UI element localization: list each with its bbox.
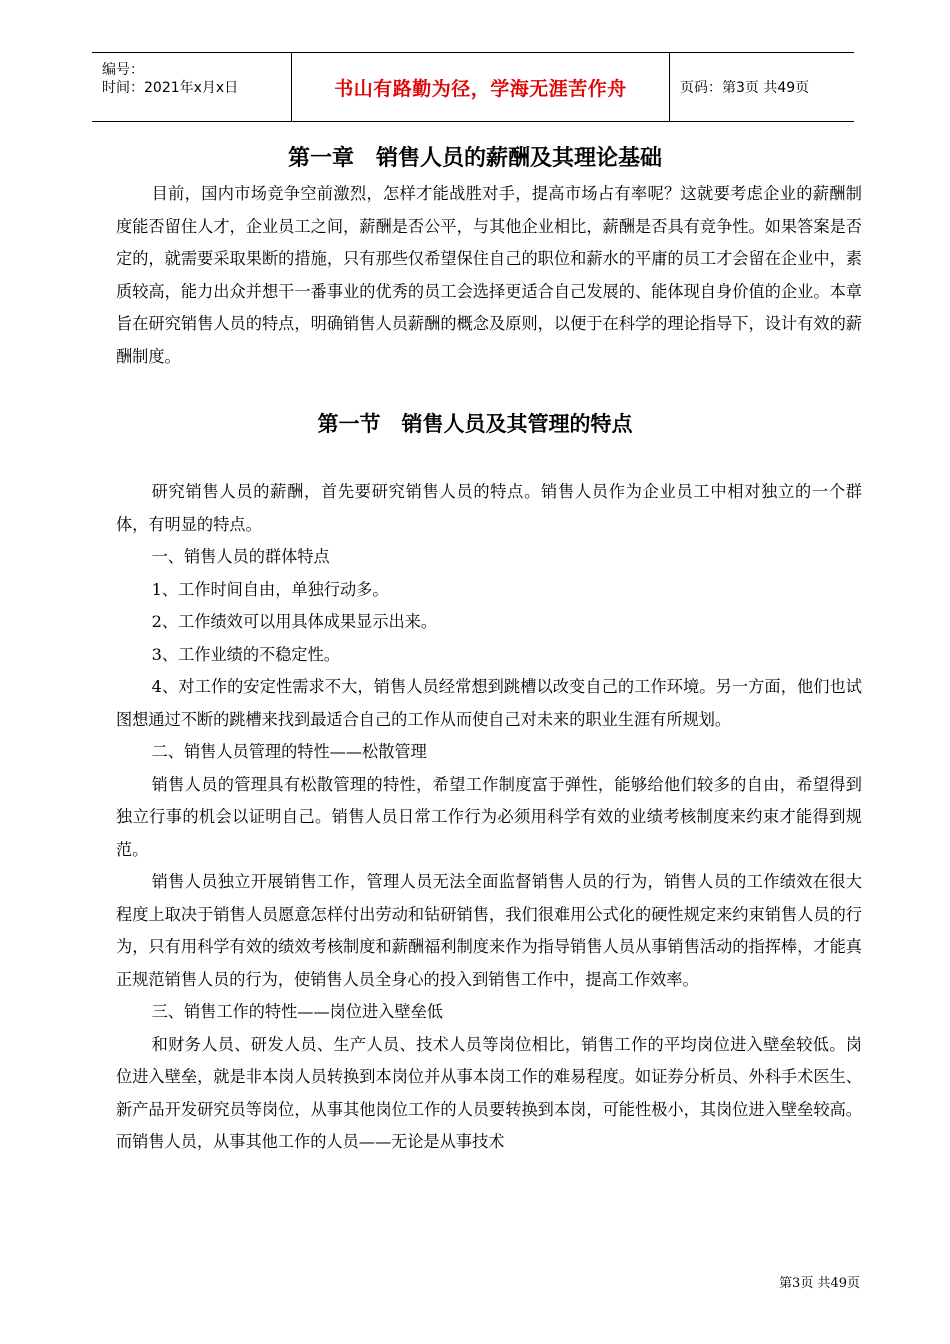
number-label: 编号： bbox=[102, 62, 144, 78]
section-body bbox=[116, 476, 862, 1159]
subheading: 一、销售人员的群体特点 bbox=[151, 547, 330, 566]
header-table bbox=[92, 52, 854, 122]
subheading: 二、销售人员管理的特性——松散管理 bbox=[151, 742, 427, 761]
header-page-label: 页码：第3页 共49页 bbox=[680, 80, 810, 96]
subheading: 三、销售工作的特性——岗位进入壁垒低 bbox=[151, 1002, 443, 1021]
page-footer: 第3页 共49页 bbox=[779, 1276, 860, 1291]
list-item: 1、工作时间自由，单独行动多。 bbox=[151, 579, 389, 599]
chapter-title: 第一章 销售人员的薪酬及其理论基础 bbox=[287, 146, 662, 171]
paragraph: 销售人员的管理具有松散管理的特性，希望工作制度富于弹性，能够给他们较多的自由，希望得到独立行事的机会以证明自己。销售人员日常工作行为必须用科学有效的业绩考核制度来约束才能得到规范。 bbox=[116, 774, 862, 859]
paragraph: 研究销售人员的薪酬，首先要研究销售人员的特点。销售人员作为企业员工中相对独立的一个群体，有明显的特点。 bbox=[116, 482, 862, 534]
time-label: 时间：2021年x月x日 bbox=[102, 80, 239, 96]
list-item: 4、对工作的安定性需求不大，销售人员经常想到跳槽以改变自己的工作环境。另一方面，他们也试图想通过不断的跳槽来找到最适合自己的工作从而使自己对未来的职业生涯有所规划。 bbox=[116, 677, 862, 729]
intro-block bbox=[116, 178, 862, 373]
section-title: 第一节 销售人员及其管理的特点 bbox=[317, 412, 633, 436]
header-motto: 书山有路勤为径，学海无涯苦作舟 bbox=[292, 53, 670, 121]
paragraph: 和财务人员、研发人员、生产人员、技术人员等岗位相比，销售工作的平均岗位进入壁垒较低。岗位进入壁垒，就是非本岗人员转换到本岗位并从事本岗工作的难易程度。如证券分析员、外科手术医生、新产品开发研究员等岗位，从事其他岗位工作的人员要转换到本岗，可能性极小，其岗位进入壁垒较高。而销售人员，从事其他工作的人员——无论是从事技术 bbox=[116, 1034, 862, 1151]
list-item: 3、工作业绩的不稳定性。 bbox=[151, 644, 340, 664]
intro-paragraph: 目前，国内市场竞争空前激烈，怎样才能战胜对手，提高市场占有率呢？这就要考虑企业的薪酬制度能否留住人才，企业员工之间，薪酬是否公平，与其他企业相比，薪酬是否具有竞争性。如果答案是否定的，就需要采取果断的措施，只有那些仅希望保住自己的职位和薪水的平庸的员工才会留在企业中，素质较高，能力出众并想干一番事业的优秀的员工会选择更适合自己发展的、能体现自身价值的企业。本章旨在研究销售人员的特点，明确销售人员薪酬的概念及原则，以便于在科学的理论指导下，设计有效的薪酬制度。 bbox=[116, 184, 862, 366]
paragraph: 销售人员独立开展销售工作，管理人员无法全面监督销售人员的行为，销售人员的工作绩效在很大程度上取决于销售人员愿意怎样付出劳动和钻研销售，我们很难用公式化的硬性规定来约束销售人员的行为，只有用科学有效的绩效考核制度和薪酬福利制度来作为指导销售人员从事销售活动的指挥棒，才能真正规范销售人员的行为，使销售人员全身心的投入到销售工作中，提高工作效率。 bbox=[116, 872, 862, 989]
list-item: 2、工作绩效可以用具体成果显示出来。 bbox=[151, 612, 438, 631]
header-meta-cell bbox=[92, 53, 292, 121]
